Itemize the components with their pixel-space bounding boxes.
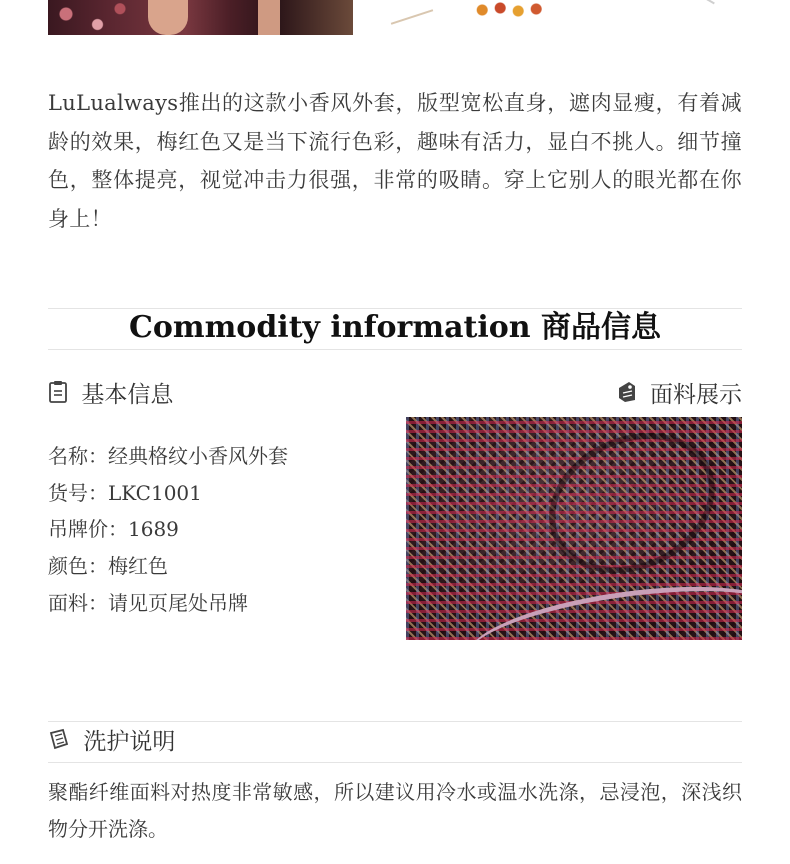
product-photo-accessory [380,0,742,35]
notepad-icon [48,728,70,758]
product-photo-model [48,0,353,35]
spec-row-item-number: 货号：LKC1001 [48,480,202,505]
fabric-heading [615,380,742,410]
fabric-swatch-photo [406,417,742,640]
care-divider-top [48,721,742,722]
divider-bottom [48,349,742,350]
spec-row-tag-price: 吊牌价：1689 [48,517,179,542]
care-heading [48,727,175,757]
spec-row-name: 名称：经典格纹小香风外套 [48,444,288,468]
basic-info-heading [48,380,173,410]
care-divider-bottom [48,762,742,763]
intro-paragraph: LuLualways推出的这款小香风外套，版型宽松直身，遮肉显瘦，有着减龄的效果，梅红色又是当下流行色彩，趣味有活力，显白不挑人。细节撞色，整体提亮，视觉冲击力很强，非常的吸睛。穿上它别人的眼光都在你身上！ [48,91,742,231]
commodity-heading: Commodity information 商品信息 [128,310,662,345]
clipboard-icon [48,380,68,412]
spec-row-color: 颜色：梅红色 [48,554,168,579]
care-title: 洗护说明 [83,729,176,755]
fabric-tag-icon [615,380,639,412]
spec-row-fabric: 面料：请见页尾处吊牌 [48,590,248,615]
care-instructions: 聚酯纤维面料对热度非常敏感，所以建议用冷水或温水洗涤，忌浸泡，深浅织物分开洗涤。 [48,780,742,841]
basic-info-title: 基本信息 [81,382,174,408]
spec-list [48,438,288,622]
fabric-title: 面料展示 [650,382,742,408]
